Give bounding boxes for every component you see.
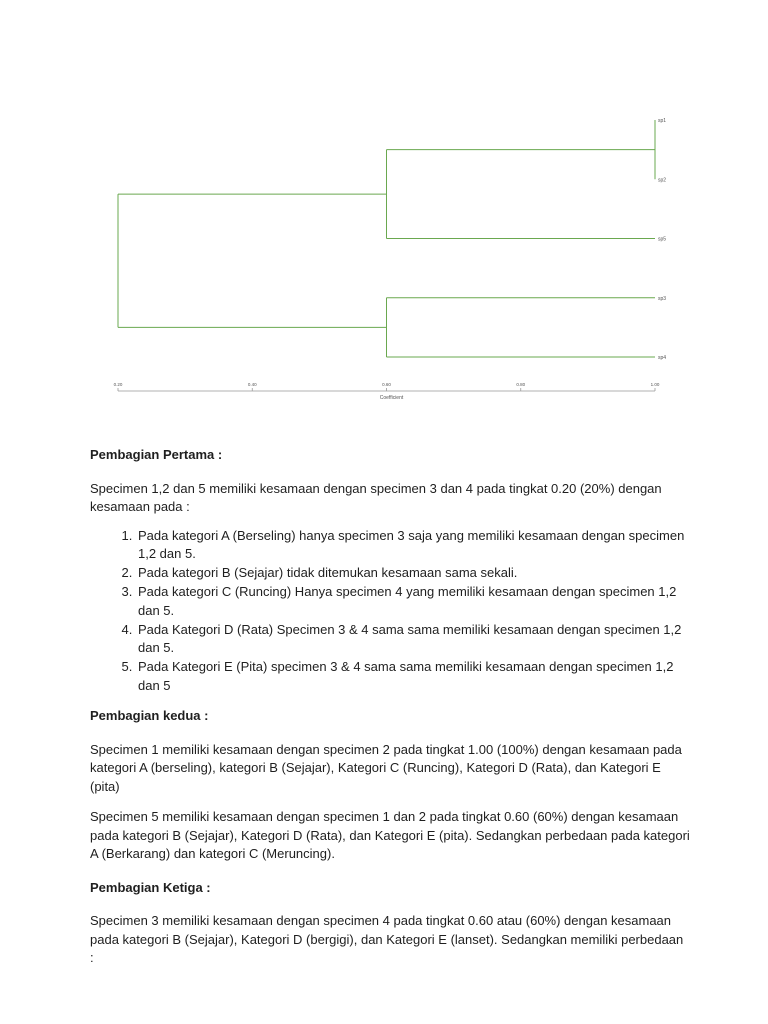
section-2-paragraph-2: Specimen 5 memiliki kesamaan dengan specimen 1 dan 2 pada tingkat 0.60 (60%) dengan kesamaan pada kategori B (Sejajar), Kategori D (Rata), dan Kategori E (pita). Sedangkan perbedaan pada kategori A (Berkarang) dan kategori C (Meruncing). [90, 809, 690, 861]
leaf-label: sp3 [658, 295, 667, 302]
section-heading-3: Pembagian Ketiga : [90, 879, 211, 895]
list-item: 5. Pada Kategori E (Pita) specimen 3 & 4 sama sama memiliki kesamaan dengan specimen 1,2 dan 5 [136, 658, 690, 695]
section-3-paragraph-1: Specimen 3 memiliki kesamaan dengan specimen 4 pada tingkat 0.60 atau (60%) dengan kesamaan pada kategori B (Sejajar), Kategori D (bergigi), dan Kategori E (lanset). Sedangkan memiliki perbedaan : [90, 913, 684, 965]
x-tick-label: 0.80 [516, 382, 526, 387]
section-2-paragraph-1: Specimen 1 memiliki kesamaan dengan specimen 2 pada tingkat 1.00 (100%) dengan kesamaan pada kategori A (berseling), kategori B (Sejajar), Kategori C (Runcing), Kategori D (Rata), dan Kategori E (pita) [90, 741, 682, 794]
leaf-label: sp5 [658, 236, 667, 243]
section-1-list [90, 527, 690, 696]
x-tick-label: 0.40 [247, 382, 257, 387]
leaf-label: sp4 [658, 355, 667, 361]
section-1-paragraph-1: Specimen 1,2 dan 5 memiliki kesamaan dengan specimen 3 dan 4 pada tingkat 0.20 (20%) dengan kesamaan pada : [90, 480, 662, 514]
list-item: 3. Pada kategori C (Runcing) Hanya specimen 4 yang memiliki kesamaan dengan specimen 1,2 dan 5. [136, 583, 690, 620]
x-axis-label: Coefficient [379, 395, 404, 401]
x-tick-label: 0.20 [113, 382, 123, 387]
list-item: 1. Pada kategori A (Berseling) hanya specimen 3 saja yang memiliki kesamaan dengan specimen 1,2 dan 5. [136, 527, 690, 564]
section-heading-2: Pembagian kedua : [90, 708, 209, 723]
list-item: 4. Pada Kategori D (Rata) Specimen 3 & 4 sama sama memiliki kesamaan dengan specimen 1,2 dan 5. [136, 621, 690, 658]
leaf-label: sp2 [658, 177, 667, 184]
section-heading-1: Pembagian Pertama : [90, 447, 223, 462]
document-body [90, 446, 690, 968]
x-tick-label: 1.00 [650, 382, 660, 387]
dendrogram-chart [90, 102, 682, 402]
x-tick-label: 0.60 [382, 382, 391, 387]
dendrogram-svg [90, 102, 682, 402]
leaf-label: sp1 [658, 118, 667, 124]
list-item: 2. Pada kategori B (Sejajar) tidak ditemukan kesamaan sama sekali. [136, 564, 690, 583]
